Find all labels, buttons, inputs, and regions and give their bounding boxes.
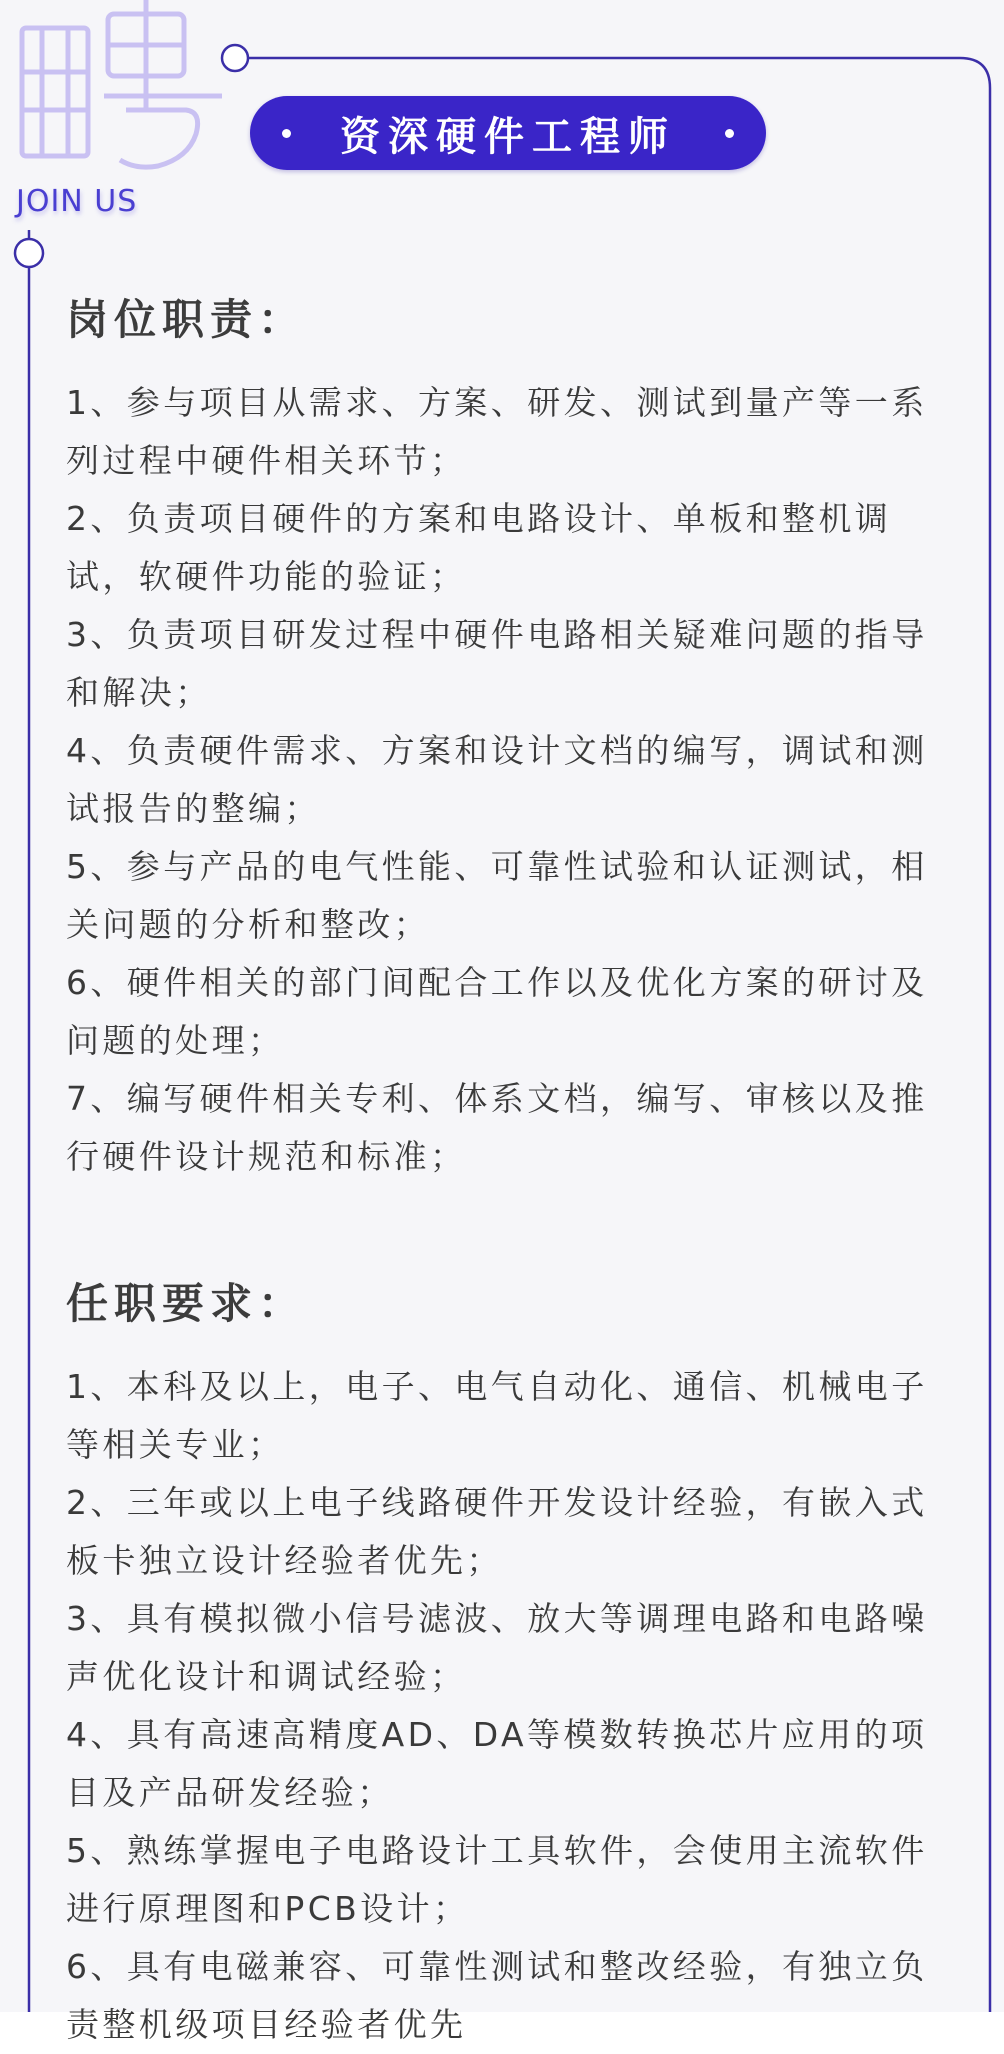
frame-node-left <box>15 239 43 267</box>
section-spacer <box>66 1186 951 1274</box>
requirement-item: 6、具有电磁兼容、可靠性测试和整改经验，有独立负责整机级项目经验者优先 <box>66 1947 928 2044</box>
recruit-logo <box>8 0 228 180</box>
responsibility-item: 2、负责项目硬件的方案和电路设计、单板和整机调试，软硬件功能的验证； <box>66 499 892 596</box>
title-bullet-left-icon <box>282 129 291 138</box>
requirement-item: 5、熟练掌握电子电路设计工具软件，会使用主流软件进行原理图和PCB设计； <box>66 1831 928 1928</box>
join-us-label: JOIN US <box>16 184 138 219</box>
responsibility-item: 1、参与项目从需求、方案、研发、测试到量产等一系列过程中硬件相关环节； <box>66 383 928 480</box>
responsibilities-section <box>66 290 951 1186</box>
responsibilities-heading: 岗位职责： <box>66 295 307 344</box>
requirement-item: 3、具有模拟微小信号滤波、放大等调理电路和电路噪声优化设计和调试经验； <box>66 1599 928 1696</box>
responsibility-item: 6、硬件相关的部门间配合工作以及优化方案的研讨及问题的处理； <box>66 963 928 1060</box>
responsibility-item: 3、负责项目研发过程中硬件电路相关疑难问题的指导和解决； <box>66 615 928 712</box>
responsibility-item: 5、参与产品的电气性能、可靠性试验和认证测试，相关问题的分析和整改； <box>66 847 928 944</box>
responsibility-item: 7、编写硬件相关专利、体系文档，编写、审核以及推行硬件设计规范和标准； <box>66 1079 928 1176</box>
requirements-section <box>66 1274 951 2054</box>
requirement-item: 4、具有高速高精度AD、DA等模数转换芯片应用的项目及产品研发经验； <box>66 1715 928 1812</box>
requirement-item: 2、三年或以上电子线路硬件开发设计经验，有嵌入式板卡独立设计经验者优先； <box>66 1483 928 1580</box>
job-title: 资深硬件工程师 <box>340 113 676 160</box>
title-bullet-right-icon <box>725 129 734 138</box>
job-description <box>66 290 951 2054</box>
requirements-heading: 任职要求： <box>66 1279 307 1328</box>
responsibility-item: 4、负责硬件需求、方案和设计文档的编写，调试和测试报告的整编； <box>66 731 928 828</box>
requirement-item: 1、本科及以上，电子、电气自动化、通信、机械电子等相关专业； <box>66 1367 928 1464</box>
job-title-banner <box>250 96 766 170</box>
